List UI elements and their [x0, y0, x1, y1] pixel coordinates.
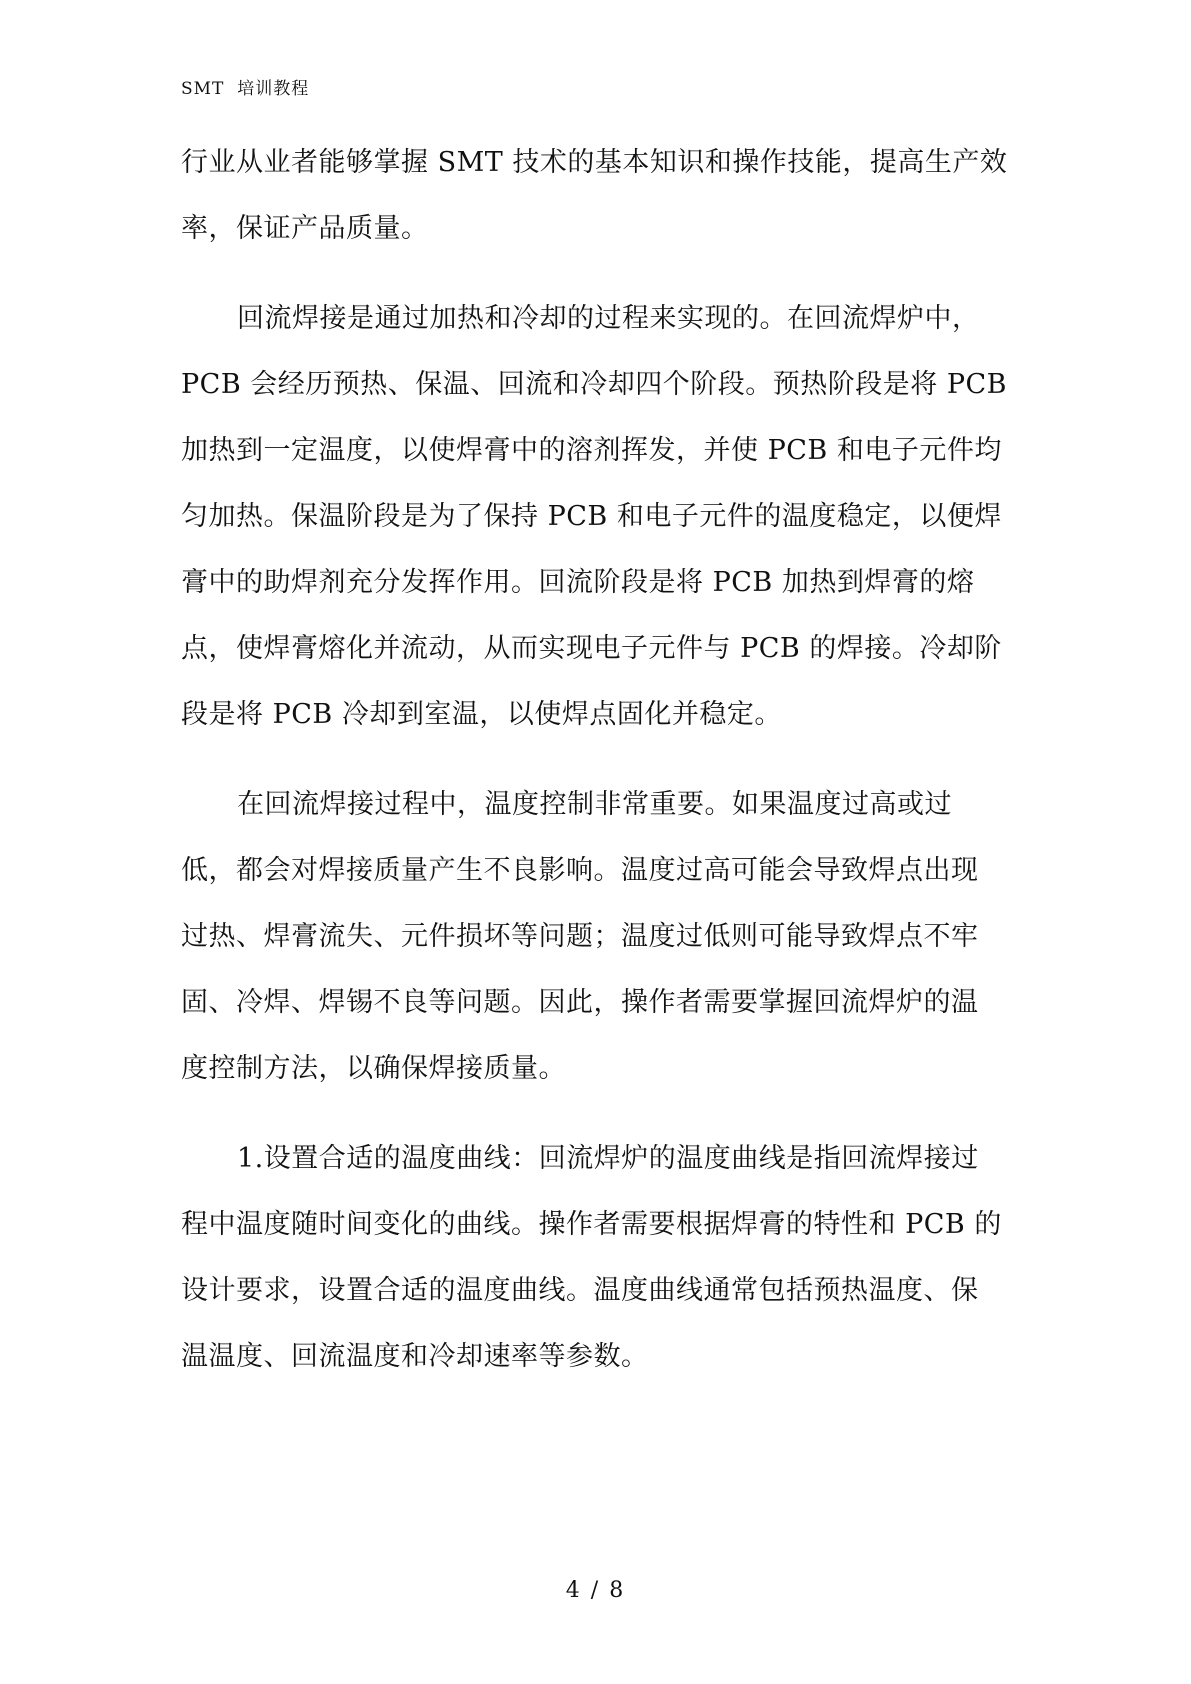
text-line: 程中温度随时间变化的曲线。操作者需要根据焊膏的特性和 PCB 的 — [181, 1209, 1002, 1240]
text-line: 温温度、回流温度和冷却速率等参数。 — [181, 1341, 649, 1372]
text-line: 回流焊接是通过加热和冷却的过程来实现的。在回流焊炉中， — [237, 303, 980, 334]
paragraph — [181, 772, 1011, 1102]
paragraph — [181, 286, 1011, 748]
page-number: 4 / 8 — [565, 1578, 626, 1603]
paragraph — [181, 130, 1011, 262]
text-line: 在回流焊接过程中，温度控制非常重要。如果温度过高或过 — [237, 789, 952, 820]
text-line: 点，使焊膏熔化并流动，从而实现电子元件与 PCB 的焊接。冷却阶 — [181, 633, 1002, 664]
document-body — [181, 130, 1011, 1390]
text-line: 膏中的助焊剂充分发挥作用。回流阶段是将 PCB 加热到焊膏的熔 — [181, 567, 975, 598]
text-line: 加热到一定温度，以使焊膏中的溶剂挥发，并使 PCB 和电子元件均 — [181, 435, 1002, 466]
text-line: 率，保证产品质量。 — [181, 213, 429, 244]
page-header: SMT 培训教程 — [181, 79, 310, 99]
text-line: 匀加热。保温阶段是为了保持 PCB 和电子元件的温度稳定，以便焊 — [181, 501, 1002, 532]
text-line: 设计要求，设置合适的温度曲线。温度曲线通常包括预热温度、保 — [181, 1275, 979, 1306]
text-line: 过热、焊膏流失、元件损坏等问题；温度过低则可能导致焊点不牢 — [181, 921, 979, 952]
text-line: 1.设置合适的温度曲线：回流焊炉的温度曲线是指回流焊接过 — [237, 1143, 979, 1174]
paragraph — [181, 1126, 1011, 1390]
text-line: 行业从业者能够掌握 SMT 技术的基本知识和操作技能，提高生产效 — [181, 147, 1008, 178]
text-line: 固、冷焊、焊锡不良等问题。因此，操作者需要掌握回流焊炉的温 — [181, 987, 979, 1018]
text-line: PCB 会经历预热、保温、回流和冷却四个阶段。预热阶段是将 PCB — [181, 369, 1007, 400]
text-line: 度控制方法，以确保焊接质量。 — [181, 1053, 566, 1084]
text-line: 段是将 PCB 冷却到室温，以使焊点固化并稳定。 — [181, 699, 782, 730]
text-line: 低，都会对焊接质量产生不良影响。温度过高可能会导致焊点出现 — [181, 855, 979, 886]
